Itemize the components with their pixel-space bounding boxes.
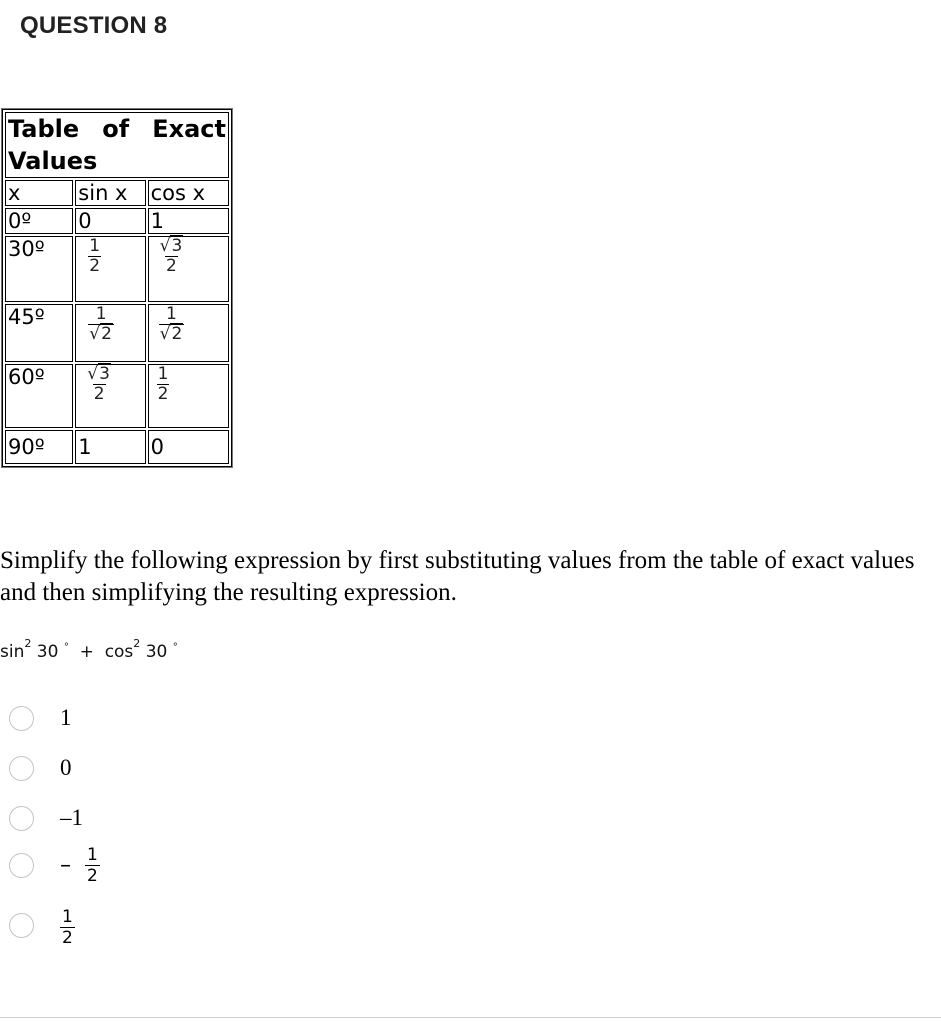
table-row xyxy=(5,364,229,428)
expr-angle: 30 xyxy=(36,642,59,662)
denominator: 2 xyxy=(166,256,177,276)
header-sin: sin x xyxy=(75,180,145,206)
option-label[interactable]: –1 xyxy=(60,805,83,830)
fraction xyxy=(86,365,112,404)
expr-function: sin xyxy=(0,642,25,662)
sqrt-symbol: √ xyxy=(87,364,99,384)
cell-x: 60º xyxy=(5,364,73,428)
cell-sin xyxy=(75,364,145,428)
fraction xyxy=(60,907,75,948)
table-row xyxy=(5,208,229,234)
denominator: 2 xyxy=(62,928,73,948)
denominator: 2 xyxy=(87,866,98,886)
denominator: √2 xyxy=(89,324,112,344)
question-prompt: Simplify the following expression by first substituting values from the table of exact values and then simplifying the resulting expression. xyxy=(0,547,915,606)
option-label[interactable]: 1 xyxy=(60,705,72,730)
expr-degree: ° xyxy=(172,642,178,653)
cell-x: 30º xyxy=(5,236,73,302)
option-label[interactable] xyxy=(60,845,100,886)
exact-values-table xyxy=(2,109,232,467)
fraction xyxy=(88,237,101,276)
table-row xyxy=(5,236,229,302)
caption-word: Values xyxy=(8,147,98,175)
fraction xyxy=(159,237,185,276)
cell-cos xyxy=(148,364,229,428)
minus-sign: – xyxy=(60,853,71,878)
denominator: 2 xyxy=(89,256,101,276)
denominator: √2 xyxy=(159,324,183,344)
table-row xyxy=(5,430,229,464)
fraction xyxy=(157,365,170,404)
answer-option-4[interactable] xyxy=(9,845,100,886)
denominator: 2 xyxy=(93,384,105,404)
numerator: √3 xyxy=(87,364,110,384)
numerator: √3 xyxy=(159,236,183,256)
header-cos: cos x xyxy=(148,180,229,206)
cell-sin: 1 xyxy=(75,430,145,464)
expr-operator: + xyxy=(79,642,94,662)
numerator: 1 xyxy=(166,304,177,324)
sqrt-symbol: √ xyxy=(159,236,171,256)
numerator: 1 xyxy=(157,364,169,384)
radio-button[interactable] xyxy=(9,706,34,731)
fraction xyxy=(159,305,185,344)
sqrt-symbol: √ xyxy=(89,324,101,344)
cell-cos xyxy=(148,236,229,302)
option-label[interactable] xyxy=(60,902,75,948)
expr-angle: 30 xyxy=(145,642,168,662)
fraction xyxy=(88,305,114,344)
divider xyxy=(0,1017,941,1018)
table-header-row xyxy=(5,180,229,206)
expr-exponent: 2 xyxy=(24,637,32,650)
cell-sin: 0 xyxy=(75,208,145,234)
option-label[interactable]: 0 xyxy=(60,755,72,780)
cell-cos: 1 xyxy=(148,208,229,234)
table-caption xyxy=(5,112,229,178)
answer-option-1[interactable] xyxy=(9,705,72,731)
table-row xyxy=(5,304,229,362)
numerator: 1 xyxy=(87,845,98,865)
cell-x: 90º xyxy=(5,430,73,464)
expr-exponent: 2 xyxy=(133,637,141,650)
radio-button[interactable] xyxy=(9,853,34,878)
cell-x: 0º xyxy=(5,208,73,234)
radio-button[interactable] xyxy=(9,913,34,938)
caption-word: Table xyxy=(8,115,80,143)
fraction xyxy=(85,845,100,886)
answer-option-3[interactable] xyxy=(9,805,83,831)
cell-cos xyxy=(148,304,229,362)
answer-option-2[interactable] xyxy=(9,755,72,781)
expr-function: cos xyxy=(104,642,134,662)
expression xyxy=(0,637,178,662)
sqrt-symbol: √ xyxy=(159,324,171,344)
numerator: 1 xyxy=(89,236,101,256)
header-x: x xyxy=(5,180,73,206)
radio-button[interactable] xyxy=(9,756,34,781)
expr-degree: ° xyxy=(63,642,69,653)
question-title: QUESTION 8 xyxy=(20,12,168,39)
cell-sin xyxy=(75,304,145,362)
cell-cos: 0 xyxy=(148,430,229,464)
numerator: 1 xyxy=(62,907,73,927)
radio-button[interactable] xyxy=(9,806,34,831)
cell-x: 45º xyxy=(5,304,73,362)
answer-option-5[interactable] xyxy=(9,902,75,948)
caption-word: of xyxy=(102,115,130,143)
numerator: 1 xyxy=(95,304,107,324)
denominator: 2 xyxy=(157,384,169,404)
cell-sin xyxy=(75,236,145,302)
caption-word: Exact xyxy=(152,115,226,143)
